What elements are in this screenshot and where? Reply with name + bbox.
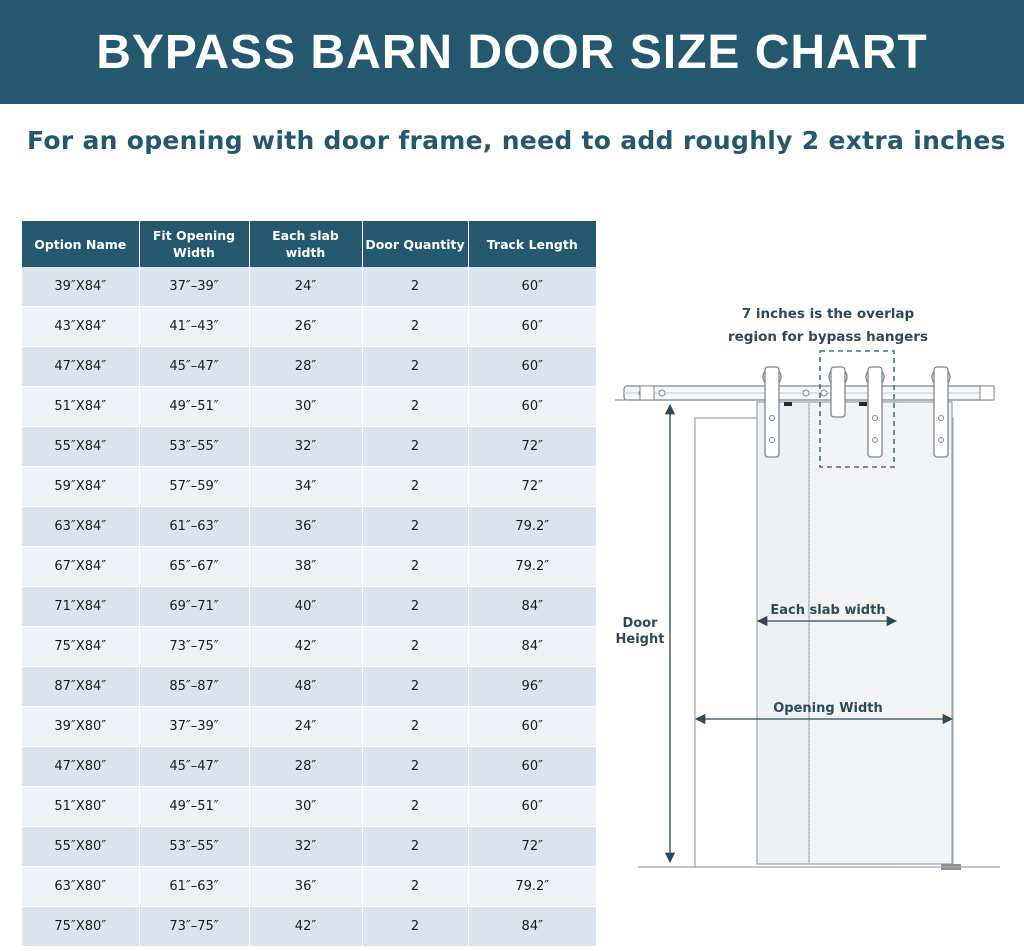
page-title: BYPASS BARN DOOR SIZE CHART <box>96 25 928 79</box>
table-row <box>22 427 596 467</box>
table-row <box>22 667 596 707</box>
cell-track-length: 60″ <box>468 307 596 347</box>
cell-each-slab-width: 30″ <box>249 387 362 427</box>
hanger-left-front <box>829 367 847 417</box>
cell-fit-opening-width: 73″–75″ <box>139 627 249 667</box>
cell-track-length: 84″ <box>468 907 596 947</box>
cell-track-length: 60″ <box>468 747 596 787</box>
table-row <box>22 827 596 867</box>
cell-door-quantity: 2 <box>362 907 468 947</box>
table-row <box>22 347 596 387</box>
cell-fit-opening-width: 53″–55″ <box>139 427 249 467</box>
cell-option-name: 59″X84″ <box>22 467 139 507</box>
cell-door-quantity: 2 <box>362 747 468 787</box>
cell-option-name: 47″X84″ <box>22 347 139 387</box>
cell-track-length: 72″ <box>468 427 596 467</box>
cell-track-length: 84″ <box>468 627 596 667</box>
cell-each-slab-width: 42″ <box>249 907 362 947</box>
page-subtitle: For an opening with door frame, need to add roughly 2 extra inches <box>27 126 1006 155</box>
cell-track-length: 60″ <box>468 787 596 827</box>
cell-each-slab-width: 26″ <box>249 307 362 347</box>
cell-door-quantity: 2 <box>362 347 468 387</box>
opening-width-label: Opening Width <box>773 701 883 716</box>
cell-each-slab-width: 34″ <box>249 467 362 507</box>
cell-option-name: 63″X84″ <box>22 507 139 547</box>
cell-fit-opening-width: 69″–71″ <box>139 587 249 627</box>
door-height-label-line1: Door <box>622 616 658 631</box>
table-row <box>22 507 596 547</box>
cell-fit-opening-width: 73″–75″ <box>139 907 249 947</box>
cell-track-length: 79.2″ <box>468 507 596 547</box>
cell-track-length: 96″ <box>468 667 596 707</box>
cell-fit-opening-width: 53″–55″ <box>139 827 249 867</box>
table-row <box>22 787 596 827</box>
table-row <box>22 707 596 747</box>
cell-each-slab-width: 28″ <box>249 347 362 387</box>
cell-track-length: 72″ <box>468 467 596 507</box>
cell-door-quantity: 2 <box>362 307 468 347</box>
cell-option-name: 63″X80″ <box>22 867 139 907</box>
cell-option-name: 75″X84″ <box>22 627 139 667</box>
col-header-each-slab-width: Each slab width <box>249 221 362 267</box>
table-row <box>22 587 596 627</box>
col-header-door-quantity: Door Quantity <box>362 221 468 267</box>
size-chart-table <box>22 221 596 947</box>
door-height-label-line2: Height <box>615 632 665 647</box>
cell-option-name: 55″X84″ <box>22 427 139 467</box>
cell-fit-opening-width: 49″–51″ <box>139 387 249 427</box>
table-row <box>22 387 596 427</box>
cell-door-quantity: 2 <box>362 267 468 307</box>
cell-fit-opening-width: 41″–43″ <box>139 307 249 347</box>
cell-fit-opening-width: 65″–67″ <box>139 547 249 587</box>
cell-option-name: 67″X84″ <box>22 547 139 587</box>
table-row <box>22 547 596 587</box>
hanger-right-rear <box>866 367 884 457</box>
cell-option-name: 39″X80″ <box>22 707 139 747</box>
overlap-label-line2: region for bypass hangers <box>727 329 929 345</box>
cell-each-slab-width: 42″ <box>249 627 362 667</box>
table-row <box>22 907 596 947</box>
cell-each-slab-width: 28″ <box>249 747 362 787</box>
cell-option-name: 75″X80″ <box>22 907 139 947</box>
cell-option-name: 39″X84″ <box>22 267 139 307</box>
cell-option-name: 51″X80″ <box>22 787 139 827</box>
table-row <box>22 747 596 787</box>
barn-door-diagram <box>610 290 1010 890</box>
cell-each-slab-width: 36″ <box>249 507 362 547</box>
cell-each-slab-width: 24″ <box>249 707 362 747</box>
table-row <box>22 267 596 307</box>
cell-each-slab-width: 38″ <box>249 547 362 587</box>
cell-fit-opening-width: 37″–39″ <box>139 267 249 307</box>
cell-track-length: 72″ <box>468 827 596 867</box>
cell-door-quantity: 2 <box>362 547 468 587</box>
title-banner <box>0 0 1024 104</box>
cell-door-quantity: 2 <box>362 787 468 827</box>
door-slab-front <box>809 402 952 864</box>
cell-fit-opening-width: 37″–39″ <box>139 707 249 747</box>
table-row <box>22 307 596 347</box>
cell-track-length: 60″ <box>468 267 596 307</box>
hanger-right-front <box>932 367 950 457</box>
cell-track-length: 79.2″ <box>468 867 596 907</box>
cell-option-name: 71″X84″ <box>22 587 139 627</box>
cell-each-slab-width: 30″ <box>249 787 362 827</box>
table-header-row <box>22 221 596 267</box>
overlap-label-line1: 7 inches is the overlap <box>741 306 915 322</box>
cell-fit-opening-width: 57″–59″ <box>139 467 249 507</box>
cell-door-quantity: 2 <box>362 827 468 867</box>
cell-door-quantity: 2 <box>362 467 468 507</box>
cell-option-name: 87″X84″ <box>22 667 139 707</box>
cell-track-length: 60″ <box>468 707 596 747</box>
cell-each-slab-width: 32″ <box>249 827 362 867</box>
cell-fit-opening-width: 49″–51″ <box>139 787 249 827</box>
cell-track-length: 84″ <box>468 587 596 627</box>
cell-door-quantity: 2 <box>362 627 468 667</box>
cell-track-length: 60″ <box>468 387 596 427</box>
col-header-option-name: Option Name <box>22 221 139 267</box>
cell-door-quantity: 2 <box>362 707 468 747</box>
hanger-left-rear <box>763 367 781 457</box>
cell-each-slab-width: 48″ <box>249 667 362 707</box>
cell-track-length: 79.2″ <box>468 547 596 587</box>
slab-width-label: Each slab width <box>770 603 886 618</box>
cell-fit-opening-width: 45″–47″ <box>139 747 249 787</box>
cell-each-slab-width: 40″ <box>249 587 362 627</box>
table-row <box>22 867 596 907</box>
table-body <box>22 267 596 947</box>
cell-door-quantity: 2 <box>362 387 468 427</box>
table-row <box>22 627 596 667</box>
col-header-track-length: Track Length <box>468 221 596 267</box>
cell-door-quantity: 2 <box>362 427 468 467</box>
col-header-fit-opening-width: Fit Opening Width <box>139 221 249 267</box>
cell-option-name: 55″X80″ <box>22 827 139 867</box>
cell-each-slab-width: 36″ <box>249 867 362 907</box>
cell-door-quantity: 2 <box>362 667 468 707</box>
cell-each-slab-width: 32″ <box>249 427 362 467</box>
cell-option-name: 43″X84″ <box>22 307 139 347</box>
table-row <box>22 467 596 507</box>
cell-track-length: 60″ <box>468 347 596 387</box>
cell-door-quantity: 2 <box>362 507 468 547</box>
cell-fit-opening-width: 45″–47″ <box>139 347 249 387</box>
cell-option-name: 51″X84″ <box>22 387 139 427</box>
cell-option-name: 47″X80″ <box>22 747 139 787</box>
cell-fit-opening-width: 85″–87″ <box>139 667 249 707</box>
cell-door-quantity: 2 <box>362 867 468 907</box>
cell-each-slab-width: 24″ <box>249 267 362 307</box>
cell-door-quantity: 2 <box>362 587 468 627</box>
cell-fit-opening-width: 61″–63″ <box>139 867 249 907</box>
cell-fit-opening-width: 61″–63″ <box>139 507 249 547</box>
